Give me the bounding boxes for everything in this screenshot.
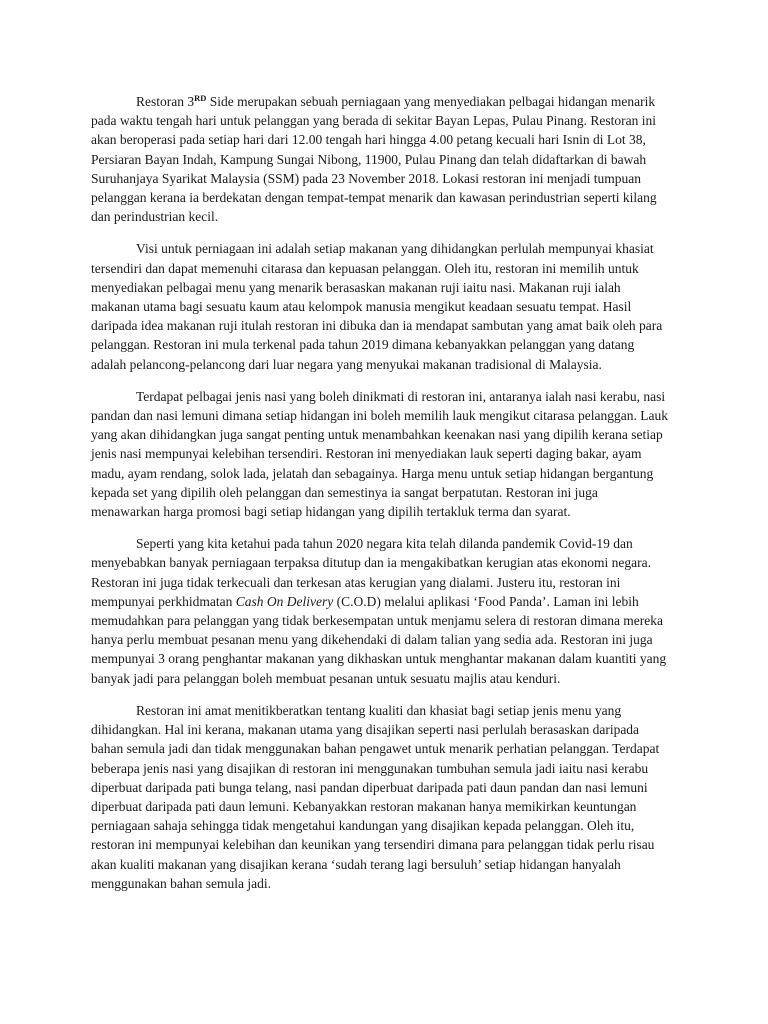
paragraph-menu: Terdapat pelbagai jenis nasi yang boleh dinikmati di restoran ini, antaranya ialah nasi kerabu, nasi pandan dan nasi lemuni dimana setiap hidangan ini boleh memilih lauk mengikut citarasa pelanggan. Lauk yang akan dihidangkan juga sangat penting untuk menambahkan keenakan nasi yang dipilih kerana setiap jenis nasi mempunyai kelebihan tersendiri. Restoran ini menyediakan lauk seperti daging bakar, ayam madu, ayam rendang, solok lada, jelatah dan sebagainya. Harga menu untuk setiap hidangan bergantung kepada set yang dipilih oleh pelanggan dan semestinya ia sangat berpatutan. Restoran ini juga menawarkan harga promosi bagi setiap hidangan yang dipilih tertakluk terma dan syarat. [91,388,668,520]
cash-on-delivery-term: Cash On Delivery [235,593,334,609]
paragraph-vision: Visi untuk perniagaan ini adalah setiap makanan yang dihidangkan perlulah mempunyai khasiat tersendiri dan dapat memenuhi citarasa dan kepuasan pelanggan. Oleh itu, restoran ini memilih untuk menyediakan pelbagai menu yang menarik berasaskan makanan ruji iaitu nasi. Makanan ruji ialah makanan utama bagi sesuatu kaum atau kelompok manusia mengikut keadaan sesuatu tempat. Hasil daripada idea makanan ruji itulah restoran ini dibuka dan ia mendapat sambutan yang amat baik oleh para pelanggan. Restoran ini mula terkenal pada tahun 2019 dimana kebanyakkan pelanggan yang datang adalah pelancong-pelancong dari luar negara yang menyukai makanan tradisional di Malaysia. [91,241,663,372]
ordinal-superscript: RD [194,93,207,103]
paragraph-1-text-end: Side merupakan sebuah perniagaan yang menyediakan pelbagai hidangan menarik pada waktu tengah hari untuk pelanggan yang berada di sekitar Bayan Lepas, Pulau Pinang. Restoran ini akan beroperasi pada setiap hari dari 12.00 tengah hari hingga 4.00 petang kecuali hari Isnin di Lot 38, Persiaran Bayan Indah, Kampung Sungai Nibong, 11900, Pulau Pinang dan telah didaftarkan di bawah Suruhanjaya Syarikat Malaysia (SSM) pada 23 November 2018. Lokasi restoran ini menjadi tumpuan pelanggan kerana ia berdekatan dengan tempat-tempat menarik dan kawasan perindustrian seperti kilang dan perindustrian kecil. [91,94,657,225]
paragraph-introduction [91,92,668,226]
paragraph-4-text-end: (C.O.D) melalui aplikasi ‘Food Panda’. Laman ini lebih memudahkan para pelanggan yang tidak berkesempatan untuk menjamu selera di restoran dimana mereka hanya perlu membuat pesanan menu yang dikehendaki di dalam talian yang sedia ada. Restoran ini juga mempunyai 3 orang penghantar makanan yang dikhaskan untuk menghantar makanan dalam kuantiti yang banyak jadi para pelanggan boleh membuat pesanan untuk sesuatu majlis atau kenduri. [91,593,667,686]
paragraph-delivery [91,534,668,688]
paragraph-1-text-start: Restoran 3 [136,94,195,109]
paragraph-4-text-start: Seperti yang kita ketahui pada tahun 2020 negara kita telah dilanda pandemik Covid-19 dan menyebabkan banyak perniagaan terpaksa ditutup dan ia mengakibatkan kerugian atas ekonomi negara. Restoran ini juga tidak terkecuali dan terkesan atas kerugian yang dialami. Justeru itu, restoran ini mempunyai perkhidmatan [91,536,652,609]
paragraph-quality: Restoran ini amat menitikberatkan tentang kualiti dan khasiat bagi setiap jenis menu yang dihidangkan. Hal ini kerana, makanan utama yang disajikan seperti nasi perlulah berasaskan daripada bahan semula jadi dan tidak menggunakan bahan pengawet untuk menarik perhatian pelanggan. Terdapat beberapa jenis nasi yang disajikan di restoran ini menggunakan tumbuhan semula jadi iaitu nasi kerabu diperbuat daripada pati bunga telang, nasi pandan diperbuat daripada pati daun pandan dan nasi lemuni diperbuat daripada pati daun lemuni. Kebanyakkan restoran makanan hanya memikirkan keuntungan perniagaan sahaja sehingga tidak mengetahui kandungan yang disajikan kepada pelanggan. Oleh itu, restoran ini mempunyai kelebihan dan keunikan yang tersendiri dimana para pelanggan tidak perlu risau akan kualiti makanan yang disajikan kerana ‘sudah terang lagi bersuluh’ setiap hidangan hanyalah menggunakan bahan semula jadi. [91,702,660,891]
